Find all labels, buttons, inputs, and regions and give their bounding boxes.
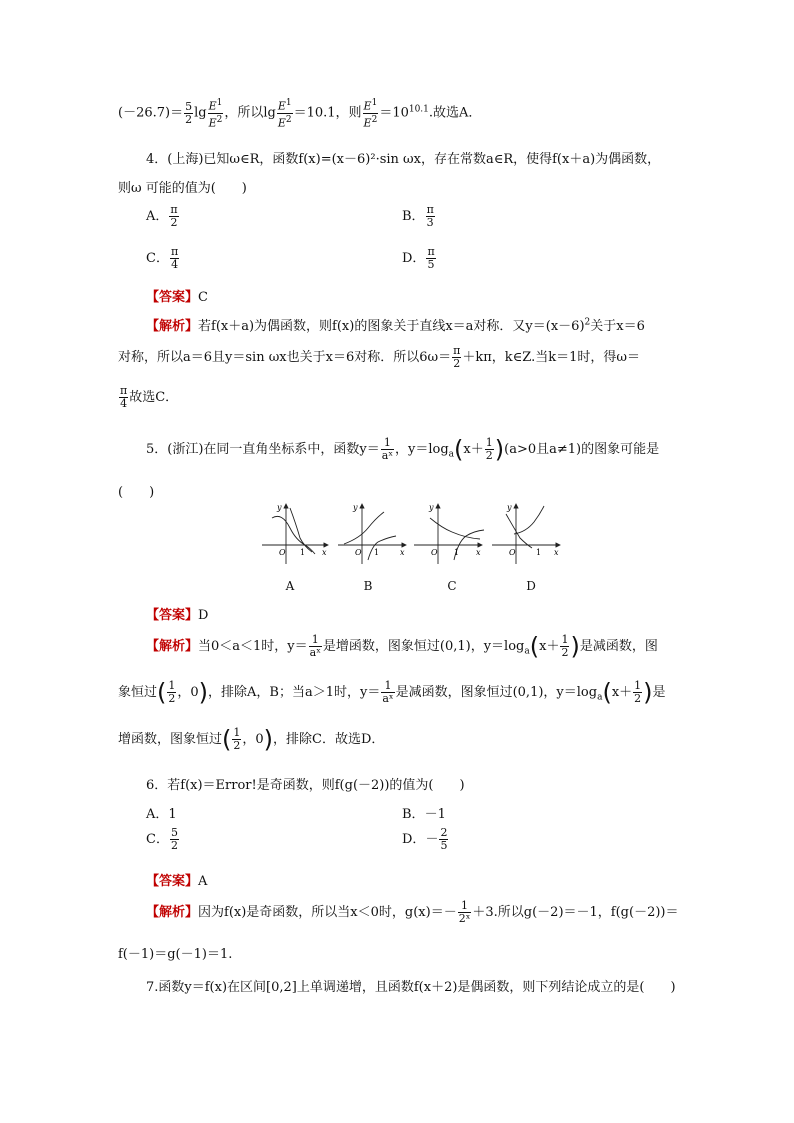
axis-origin-label: O <box>431 548 438 557</box>
q4-option-b: B． $\frac{\pi}{3}$ <box>402 203 434 229</box>
q5-analysis-line2: 象恒过( $\frac{1}{2}$ ，0)，排除A，B；当a＞1时，y＝ $\frac{1}{\text{aˣ}}$ 是减函数，图象恒过(0,1)，$y=\log_a(x+$ $\frac{1}{2}$ )是 <box>118 678 666 707</box>
axis-one-label: 1 <box>374 548 380 557</box>
q7-stem: 7.函数y＝f(x)在区间[0,2]上单调递增，且函数f(x＋2)是偶函数，则下列结论成立的是( ) <box>146 980 676 995</box>
q5-answer: 【答案】D <box>146 608 209 623</box>
axis-x-label: x <box>476 548 481 557</box>
q4-option-a: A． $\frac{\pi}{2}$ <box>146 203 178 229</box>
graph-c <box>414 504 484 564</box>
fraction: $\frac{E^1}{E^2}$ <box>208 98 223 130</box>
q4-analysis-line3: $\frac{\pi}{4}$ 故选C． <box>120 384 179 410</box>
axis-one-label: 1 <box>536 548 542 557</box>
q5-graphs <box>260 498 570 566</box>
axis-origin-label: O <box>509 548 516 557</box>
fraction: $\frac{E^1}{E^2}$ <box>277 98 292 130</box>
axis-x-label: x <box>554 548 559 557</box>
q6-analysis-line2: f(－1)＝g(－1)＝1. <box>118 947 233 962</box>
q5-analysis-line3: 增函数，图象恒过( $\frac{1}{2}$ ，0)，排除C．故选D． <box>118 725 385 754</box>
axis-origin-label: O <box>355 548 362 557</box>
q4-answer: 【答案】C <box>146 290 208 305</box>
q6-stem: 6．若f(x)＝Error!是奇函数，则f(g(－2))的值为( ) <box>146 778 465 793</box>
q6-option-c: C． $\frac{5}{2}$ <box>146 826 178 852</box>
q6-option-a: A．1 <box>146 807 177 822</box>
q6-analysis-line1: 【解析】因为f(x)是奇函数，所以当x＜0时，g(x)＝－ $\frac{1}{\text{2ˣ}}$ ＋3.所以g(－2)＝－1，f(g(－2))＝ <box>146 899 679 925</box>
graph-label-a: A <box>285 579 295 593</box>
q4-option-d: D． $\frac{\pi}{5}$ <box>402 245 435 271</box>
q4-option-c: C． $\frac{\pi}{4}$ <box>146 245 179 271</box>
q5-stem-line2: ( ) <box>118 485 155 500</box>
q4-analysis-line1: 【解析】若f(x＋a)为偶函数，则f(x)的图象关于直线x＝a对称．又$y=(x-6)^2$关于x＝6 <box>146 317 645 334</box>
axis-y-label: y <box>277 503 282 512</box>
axis-one-label: 1 <box>454 548 460 557</box>
q4-analysis-line2: 对称，所以a＝6且y＝sin ωx也关于x＝6对称．所以6ω＝ $\frac{\pi}{2}$ ＋kπ，k∈Z.当k＝1时，得ω＝ <box>118 344 640 370</box>
fraction: $\frac{5}{2}$ <box>185 99 193 126</box>
axis-x-label: x <box>400 548 405 557</box>
q5-stem-line1: 5．(浙江)在同一直角坐标系中，函数y＝ $\frac{1}{\text{aˣ}}$ ，$y=\log_a(x+$ $\frac{1}{2}$ )(a>0且a≠1)的图象可能是 <box>146 435 660 464</box>
q5-analysis-line1: 【解析】当0＜a＜1时，y＝ $\frac{1}{\text{aˣ}}$ 是增函数，图象恒过(0,1)，$y=\log_a(x+$ $\frac{1}{2}$ )是减函数，图 <box>146 632 658 661</box>
axis-x-label: x <box>322 548 327 557</box>
q6-answer: 【答案】A <box>146 874 208 889</box>
axis-y-label: y <box>353 503 358 512</box>
graph-d <box>492 504 560 564</box>
graph-label-d: D <box>526 579 536 593</box>
graph-label-c: C <box>447 579 457 593</box>
axis-y-label: y <box>507 503 512 512</box>
q3-analysis-tail: (－26.7)＝ $\frac{5}{2}$ lg $\frac{E^1}{E^2}$ ，所以lg $\frac{E^1}{E^2}$ ＝10.1，则 $\frac{E^1}{E^2}$ $=10^{10.1}$.故选A． <box>118 98 482 130</box>
axis-origin-label: O <box>279 548 286 557</box>
q6-option-d: D．－ $\frac{2}{5}$ <box>402 826 448 852</box>
q6-option-b: B．－1 <box>402 807 446 822</box>
fraction: $\frac{E^1}{E^2}$ <box>363 98 378 130</box>
axis-one-label: 1 <box>300 548 306 557</box>
graph-label-b: B <box>363 579 373 593</box>
q4-stem-line1: 4．(上海)已知ω∈R，函数f(x)=(x－6)²·sin ωx，存在常数a∈R，使得f(x＋a)为偶函数， <box>146 152 661 167</box>
graph-a <box>262 504 328 564</box>
axis-y-label: y <box>429 503 434 512</box>
graph-b <box>338 504 406 564</box>
q4-stem-line2: 则ω 可能的值为( ) <box>118 181 247 196</box>
